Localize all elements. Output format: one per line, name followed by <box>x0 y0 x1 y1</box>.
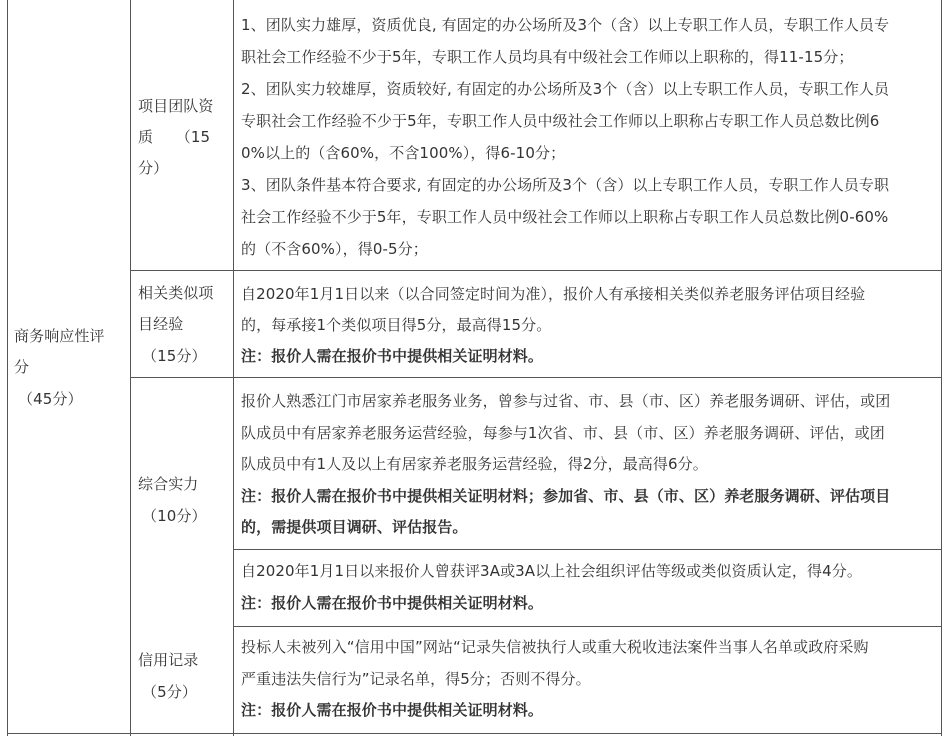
strength-criteria-line: 队成员中有1人及以上有居家养老服务运营经验，得2分，最高得6分。 <box>241 455 708 473</box>
experience-title-line3: （15分） <box>142 347 207 365</box>
strength-title-line1: 综合实力 <box>138 475 199 493</box>
team-criteria-line: 2、团队实力较雄厚，资质较好, 有固定的办公场所及3个（含）以上专职工作人员，专职工作人员 <box>241 80 890 98</box>
team-criteria-line: 3、团队条件基本符合要求, 有固定的办公场所及3个（含）以上专职工作人员，专职工作人员专职 <box>241 176 890 194</box>
column-divider-1 <box>130 0 131 736</box>
table-border-left <box>7 0 8 736</box>
team-title-line1: 项目团队资 <box>138 97 214 115</box>
table-bottom-border <box>7 733 942 734</box>
experience-title-line2: 目经验 <box>138 315 184 333</box>
team-title-line2: 质 （15 <box>138 128 211 146</box>
strength-criteria-line: 队成员中有居家养老服务运营经验，每参与1次省、市、县（市、区）养老服务调研、评估，或团 <box>241 424 885 442</box>
category-name-line1: 商务响应性评 <box>14 327 105 345</box>
experience-title-line1: 相关类似项 <box>138 284 214 302</box>
credit-note: 注：报价人需在报价书中提供相关证明材料。 <box>241 701 544 719</box>
strength-rating-note: 注：报价人需在报价书中提供相关证明材料。 <box>241 594 544 612</box>
team-criteria-line: 社会工作经验不少于5年，专职工作人员中级社会工作师以上职称占专职工作人员总数比例0-60% <box>241 208 889 226</box>
experience-note: 注：报价人需在报价书中提供相关证明材料。 <box>241 347 544 365</box>
team-criteria-line: 0%以上的（含60%，不含100%），得6-10分； <box>241 144 566 162</box>
team-criteria-line: 专职社会工作经验不少于5年，专职工作人员中级社会工作师以上职称占专职工作人员总数比例6 <box>241 112 880 130</box>
row-divider-experience <box>130 377 942 378</box>
row-divider-team <box>130 270 942 271</box>
credit-criteria-line: 投标人未被列入“信用中国”网站“记录失信被执行人或重大税收违法案件当事人名单或政府采购 <box>241 638 869 656</box>
category-score: （45分） <box>18 390 83 408</box>
credit-title-line1: 信用记录 <box>138 651 199 669</box>
strength-note-line: 注：报价人需在报价书中提供相关证明材料；参加省、市、县（市、区）养老服务调研、评估项目 <box>241 487 891 505</box>
strength-criteria-line: 报价人熟悉江门市居家养老服务业务，曾参与过省、市、县（市、区）养老服务调研、评估，或团 <box>241 392 891 410</box>
team-criteria-line: 的（不含60%），得0-5分； <box>241 240 428 258</box>
experience-criteria-line: 自2020年1月1日以来（以合同签定时间为准），报价人有承接相关类似养老服务评估项目经验 <box>241 285 866 303</box>
credit-criteria-line: 严重违法失信行为”记录名单，得5分；否则不得分。 <box>241 670 591 688</box>
team-criteria-line: 1、团队实力雄厚，资质优良, 有固定的办公场所及3个（含）以上专职工作人员，专职工作人员专 <box>241 16 890 34</box>
strength-rating-line: 自2020年1月1日以来报价人曾获评3A或3A以上社会组织评估等级或类似资质认定，得4分。 <box>241 562 862 580</box>
experience-criteria-line: 的，每承接1个类似项目得5分，最高得15分。 <box>241 316 552 334</box>
row-divider-strength-inner <box>233 549 942 550</box>
team-criteria-line: 职社会工作经验不少于5年，专职工作人员均具有中级社会工作师以上职称的，得11-15分； <box>241 48 854 66</box>
category-name-line2: 分 <box>14 358 30 376</box>
row-divider-strength-credit <box>233 626 942 627</box>
strength-title-line2: （10分） <box>142 507 207 525</box>
strength-note-line: 的，需提供项目调研、评估报告。 <box>241 518 468 536</box>
team-title-line3: 分） <box>138 159 169 177</box>
credit-title-line2: （5分） <box>142 683 197 701</box>
